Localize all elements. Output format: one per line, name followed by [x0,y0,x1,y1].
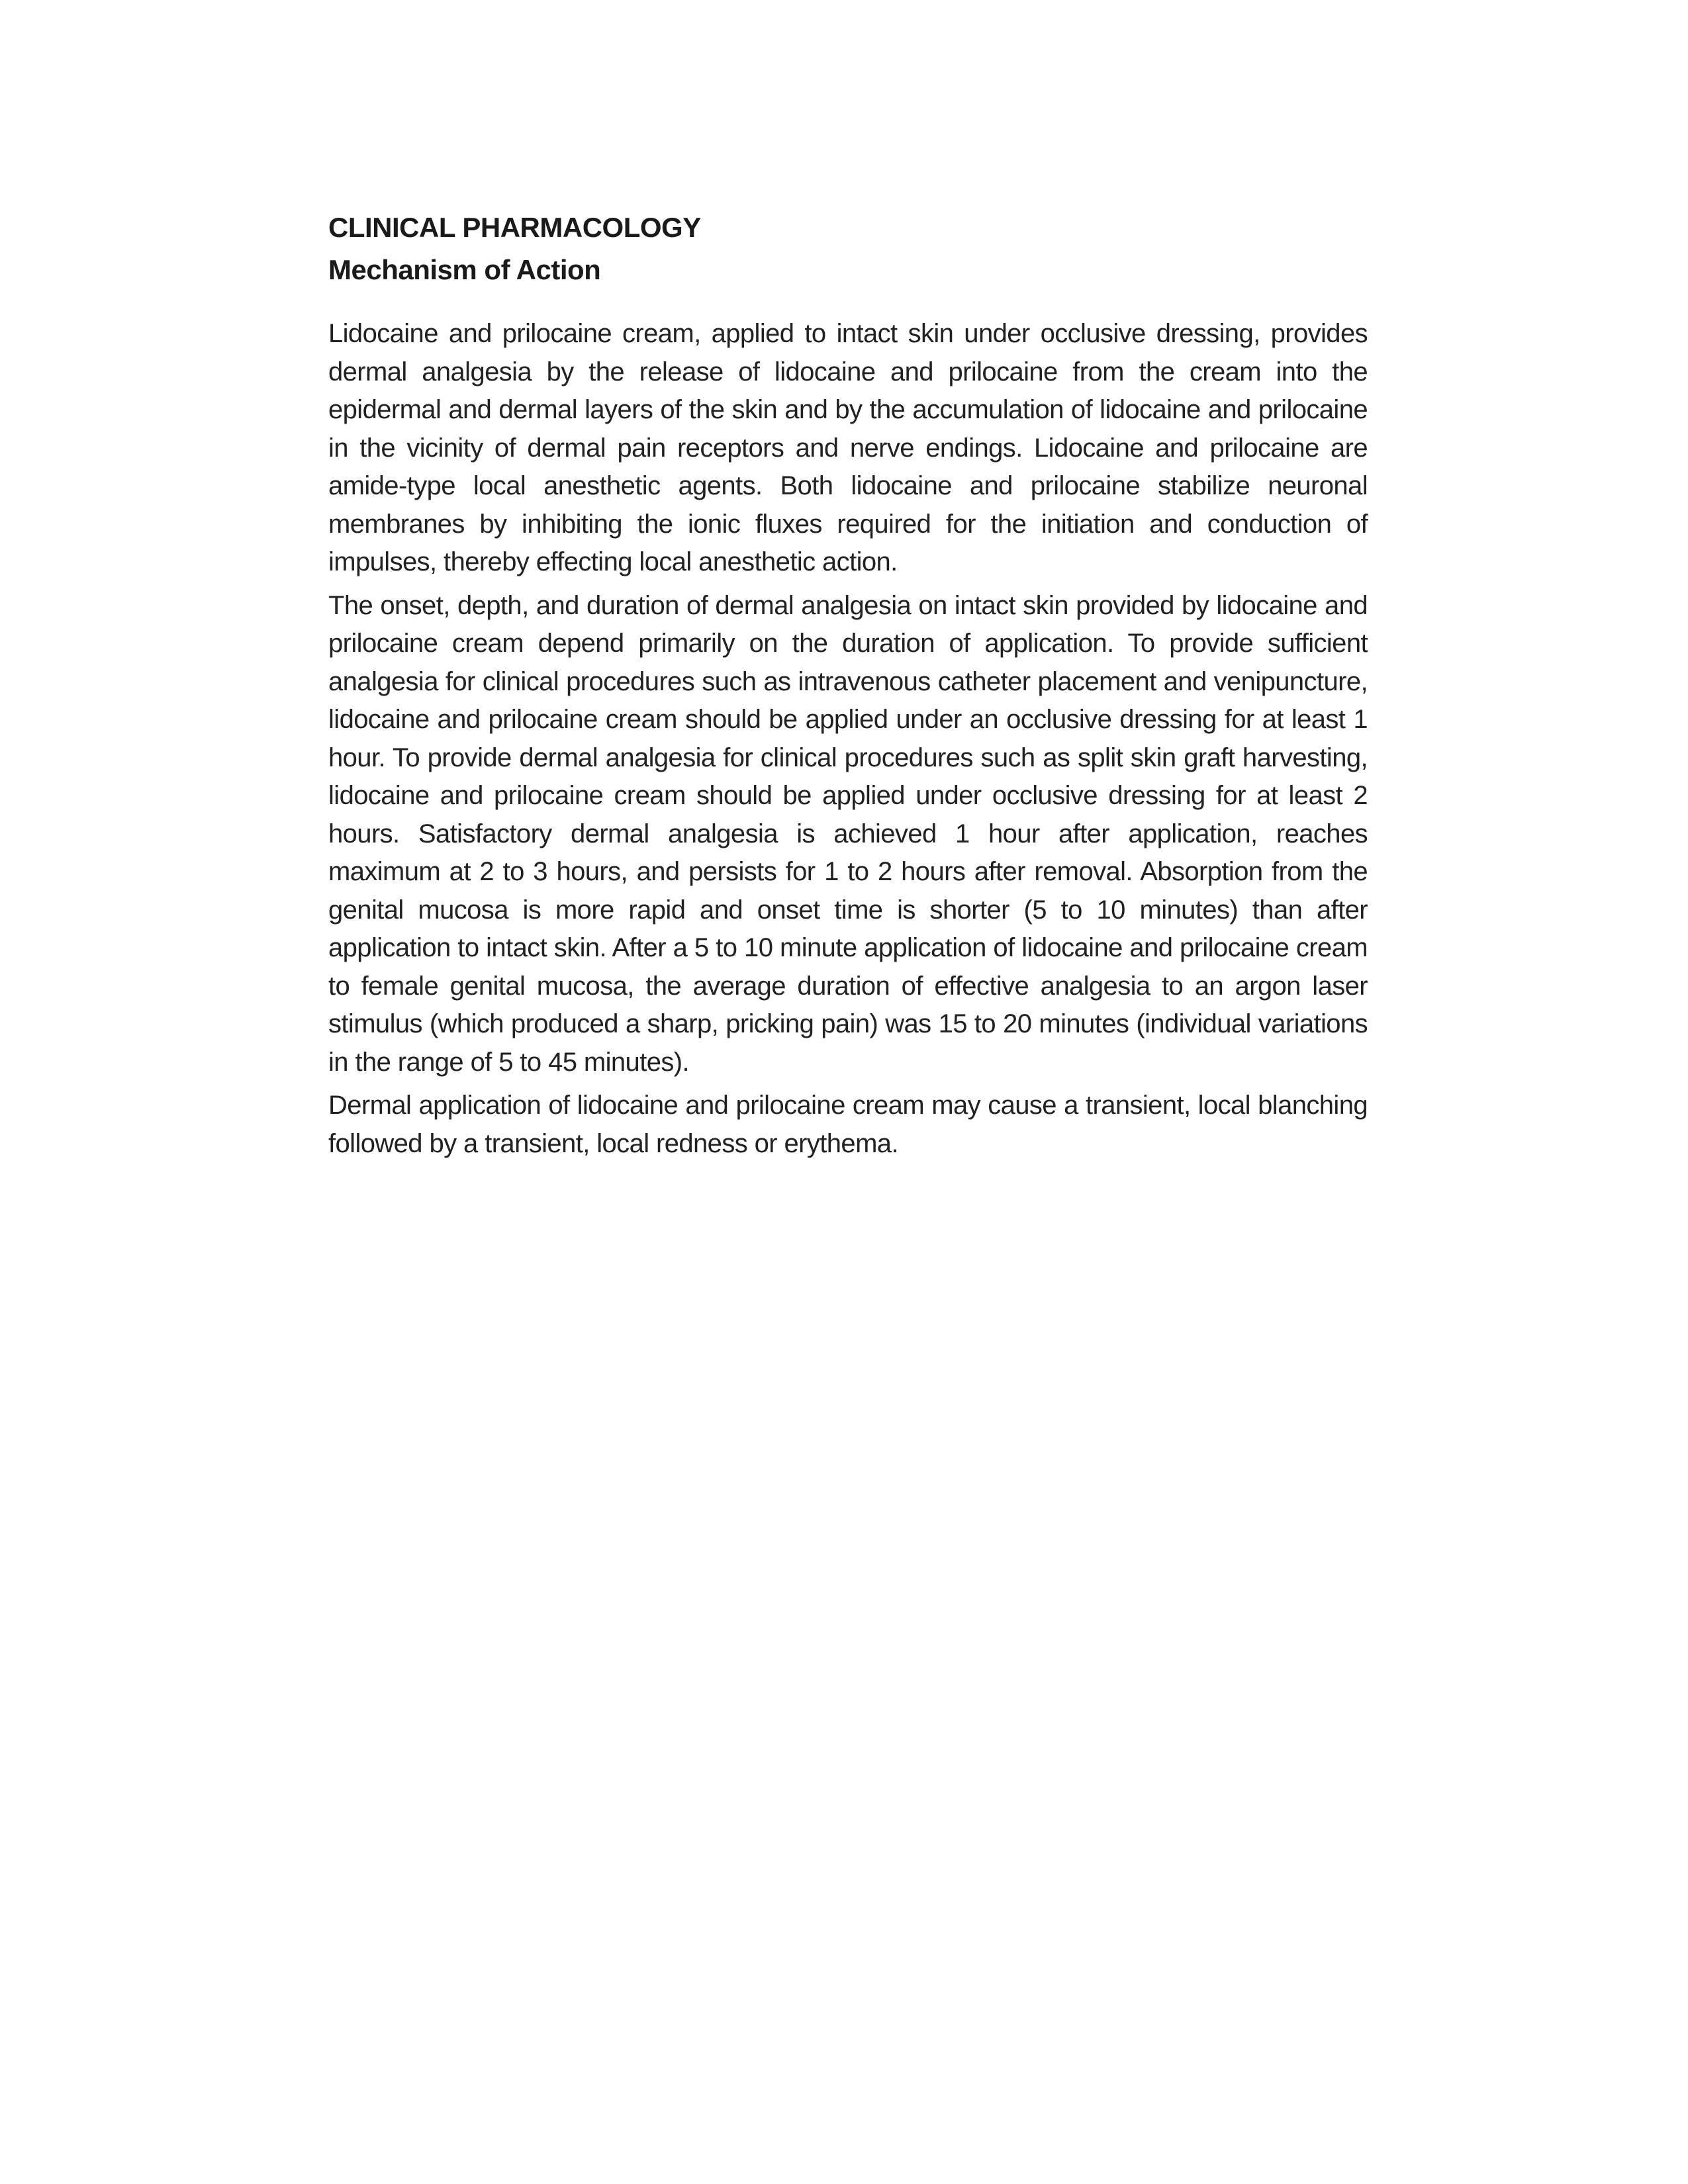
document-content [328,210,1368,1163]
body-paragraph: Lidocaine and prilocaine cream, applied to intact skin under occlusive dressing, provides dermal analgesia by the release of lidocaine and prilocaine from the cream into the epidermal and dermal layers of the skin and by the accumulation of lidocaine and prilocaine in the vicinity of dermal pain receptors and nerve endings. Lidocaine and prilocaine are amide-type local anesthetic agents. Both lidocaine and prilocaine stabilize neuronal membranes by inhibiting the ionic fluxes required for the initiation and conduction of impulses, thereby effecting local anesthetic action. [328,319,1368,576]
body-paragraph: The onset, depth, and duration of dermal analgesia on intact skin provided by lidocaine and prilocaine cream depend primarily on the duration of application. To provide sufficient analgesia for clinical procedures such as intravenous catheter placement and venipuncture, lidocaine and prilocaine cream should be applied under an occlusive dressing for at least 1 hour. To provide dermal analgesia for clinical procedures such as split skin graft harvesting, lidocaine and prilocaine cream should be applied under occlusive dressing for at least 2 hours. Satisfactory dermal analgesia is achieved 1 hour after application, reaches maximum at 2 to 3 hours, and persists for 1 to 2 hours after removal. Absorption from the genital mucosa is more rapid and onset time is shorter (5 to 10 minutes) than after application to intact skin. After a 5 to 10 minute application of lidocaine and prilocaine cream to female genital mucosa, the average duration of effective analgesia to an argon laser stimulus (which produced a sharp, pricking pain) was 15 to 20 minutes (individual variations in the range of 5 to 45 minutes). [328,590,1368,1077]
subsection-title: Mechanism of Action [328,254,601,285]
section-title: CLINICAL PHARMACOLOGY [328,212,701,243]
body-paragraph: Dermal application of lidocaine and prilocaine cream may cause a transient, local blanching followed by a transient, local redness or erythema. [328,1091,1368,1158]
